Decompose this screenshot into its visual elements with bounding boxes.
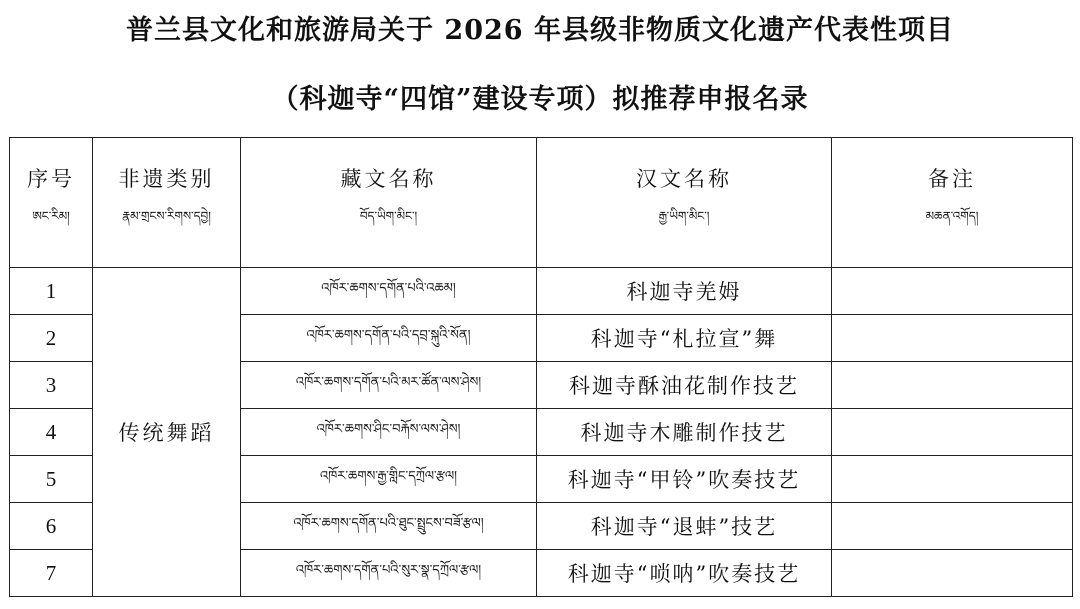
serial-number-cell: 2 <box>10 315 93 362</box>
document-title-line-1: 普兰县文化和旅游局关于 2026 年县级非物质文化遗产代表性项目 <box>126 15 954 46</box>
category-cell: 传统舞蹈 <box>93 268 241 597</box>
remarks-cell <box>832 409 1073 456</box>
serial-number-cell: 6 <box>10 503 93 550</box>
remarks-cell <box>832 268 1073 315</box>
remarks-cell <box>832 315 1073 362</box>
tibetan-name-cell: འཁོར་ཆགས་དགོན་པའི་དབྲ་སྐུའི་སོན། <box>241 315 537 362</box>
header-zh-label: 藏文名称 <box>340 167 437 191</box>
chinese-name-cell: 科迦寺“退蚌”技艺 <box>537 503 832 550</box>
header-bo-label: མཆན་འགོད། <box>925 209 979 223</box>
tibetan-name-cell: འཁོར་ཆགས་དགོན་པའི་ཐུང་སྤྲུངས་བཟོ་རྩལ། <box>241 503 537 550</box>
heritage-list-table <box>9 137 1073 597</box>
serial-number-cell: 4 <box>10 409 93 456</box>
chinese-name-cell: 科迦寺酥油花制作技艺 <box>537 362 832 409</box>
serial-number-cell: 3 <box>10 362 93 409</box>
chinese-name-cell: 科迦寺“唢呐”吹奏技艺 <box>537 550 832 597</box>
chinese-name-cell: 科迦寺木雕制作技艺 <box>537 409 832 456</box>
tibetan-name-cell: འཁོར་ཆགས་རྒྱ་གླིང་དཀྲོལ་རྩལ། <box>241 456 537 503</box>
tibetan-name-cell: འཁོར་ཆགས་དགོན་པའི་མར་ཚོན་ལས་ཤེས། <box>241 362 537 409</box>
remarks-cell <box>832 362 1073 409</box>
header-zh-label: 非遗类别 <box>118 167 215 191</box>
header-bo-label: ཨང་རིམ། <box>32 209 70 223</box>
tibetan-name-cell: འཁོར་ཆགས་དགོན་པའི་འཆམ། <box>241 268 537 315</box>
serial-number-cell: 1 <box>10 268 93 315</box>
header-zh-label: 汉文名称 <box>636 167 732 191</box>
header-serial-number <box>10 138 93 268</box>
header-zh-label: 备注 <box>928 167 976 191</box>
document-title-line-2: （科迦寺“四馆”建设专项）拟推荐申报名录 <box>271 84 809 115</box>
header-zh-label: 序号 <box>27 167 75 191</box>
header-bo-label: བོད་ཡིག་མིང་། <box>359 209 418 223</box>
tibetan-name-cell: འཁོར་ཆགས་དགོན་པའི་སུར་སྣ་དཀྲོལ་རྩལ། <box>241 550 537 597</box>
header-bo-label: རྒྱ་ཡིག་མིང་། <box>658 209 710 223</box>
remarks-cell <box>832 550 1073 597</box>
serial-number-cell: 7 <box>10 550 93 597</box>
chinese-name-cell: 科迦寺羌姆 <box>537 268 832 315</box>
table-header-row <box>10 138 1073 268</box>
tibetan-name-cell: འཁོར་ཆགས་ཤིང་བརྐོས་ལས་ཤེས། <box>241 409 537 456</box>
header-tibetan-name <box>241 138 537 268</box>
serial-number-cell: 5 <box>10 456 93 503</box>
table-row <box>10 268 1073 315</box>
header-bo-label: རྣམ་གྲངས་རིགས་དབྱེ། <box>122 209 211 223</box>
chinese-name-cell: 科迦寺“札拉宣”舞 <box>537 315 832 362</box>
remarks-cell <box>832 503 1073 550</box>
header-category <box>93 138 241 268</box>
chinese-name-cell: 科迦寺“甲铃”吹奏技艺 <box>537 456 832 503</box>
header-remarks <box>832 138 1073 268</box>
header-chinese-name <box>537 138 832 268</box>
remarks-cell <box>832 456 1073 503</box>
